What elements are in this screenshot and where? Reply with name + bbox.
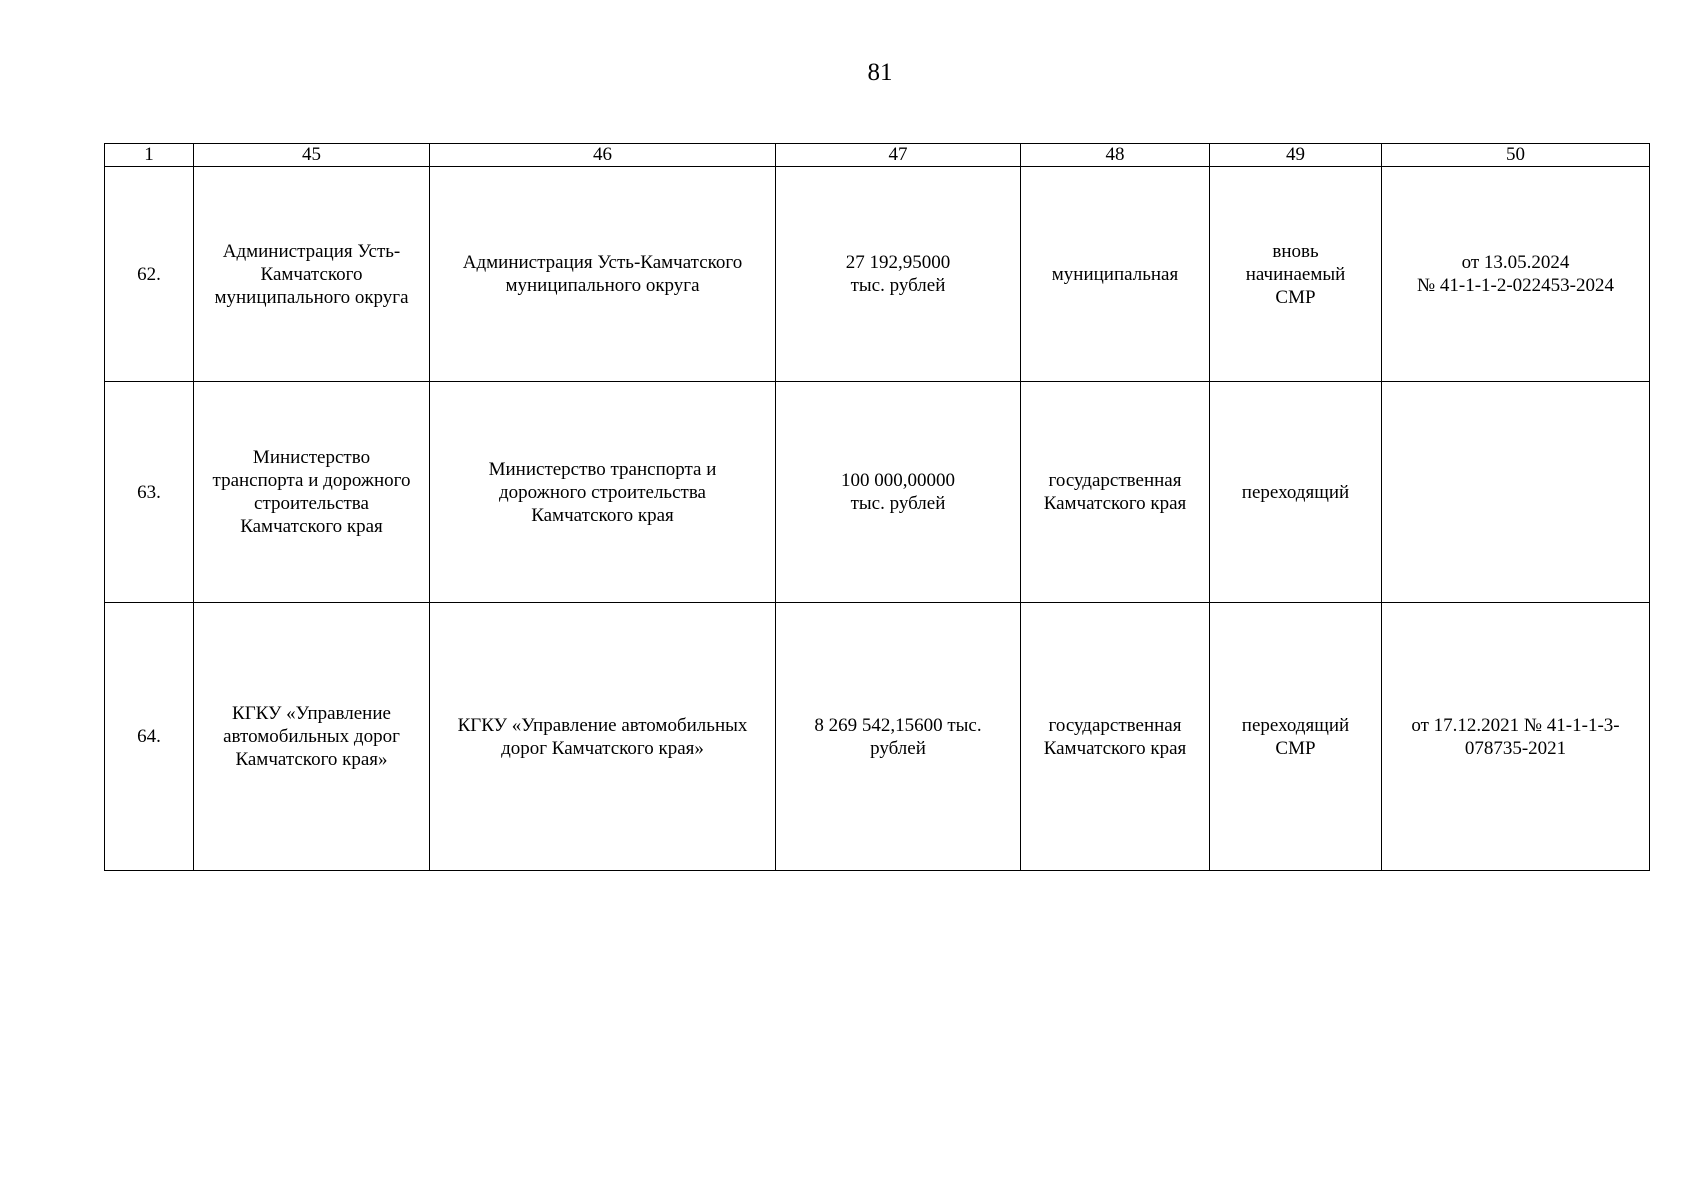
table-row — [105, 167, 1650, 382]
customer-cell: Администрация Усть- Камчатского муниципального округа — [194, 167, 430, 382]
header-col-46: 46 — [430, 144, 776, 167]
header-col-48: 48 — [1021, 144, 1210, 167]
amount-cell: 27 192,95000 тыс. рублей — [776, 167, 1021, 382]
page-number: 81 — [867, 59, 893, 86]
row-number-cell: 64. — [105, 603, 194, 871]
ownership-cell: муниципальная — [1021, 167, 1210, 382]
status-cell: вновь начинаемый СМР — [1210, 167, 1382, 382]
developer-cell: КГКУ «Управление автомобильных дорог Камчатского края» — [430, 603, 776, 871]
amount-cell: 100 000,00000 тыс. рублей — [776, 382, 1021, 603]
customer-cell: Министерство транспорта и дорожного строительства Камчатского края — [194, 382, 430, 603]
header-col-45: 45 — [194, 144, 430, 167]
developer-cell: Министерство транспорта и дорожного строительства Камчатского края — [430, 382, 776, 603]
header-col-50: 50 — [1382, 144, 1650, 167]
table-row — [105, 603, 1650, 871]
customer-cell: КГКУ «Управление автомобильных дорог Камчатского края» — [194, 603, 430, 871]
header-col-47: 47 — [776, 144, 1021, 167]
header-col-1: 1 — [105, 144, 194, 167]
status-cell: переходящий — [1210, 382, 1382, 603]
row-number-cell: 62. — [105, 167, 194, 382]
table-body — [105, 167, 1650, 871]
conclusion-cell: от 17.12.2021 № 41-1-1-3- 078735-2021 — [1382, 603, 1650, 871]
conclusion-cell — [1382, 382, 1650, 603]
conclusion-cell: от 13.05.2024 № 41-1-1-2-022453-2024 — [1382, 167, 1650, 382]
table-row — [105, 382, 1650, 603]
status-cell: переходящий СМР — [1210, 603, 1382, 871]
data-table — [104, 143, 1650, 871]
table-header — [105, 144, 1650, 167]
ownership-cell: государственная Камчатского края — [1021, 382, 1210, 603]
developer-cell: Администрация Усть-Камчатского муниципального округа — [430, 167, 776, 382]
amount-cell: 8 269 542,15600 тыс. рублей — [776, 603, 1021, 871]
header-row — [105, 144, 1650, 167]
ownership-cell: государственная Камчатского края — [1021, 603, 1210, 871]
header-col-49: 49 — [1210, 144, 1382, 167]
row-number-cell: 63. — [105, 382, 194, 603]
